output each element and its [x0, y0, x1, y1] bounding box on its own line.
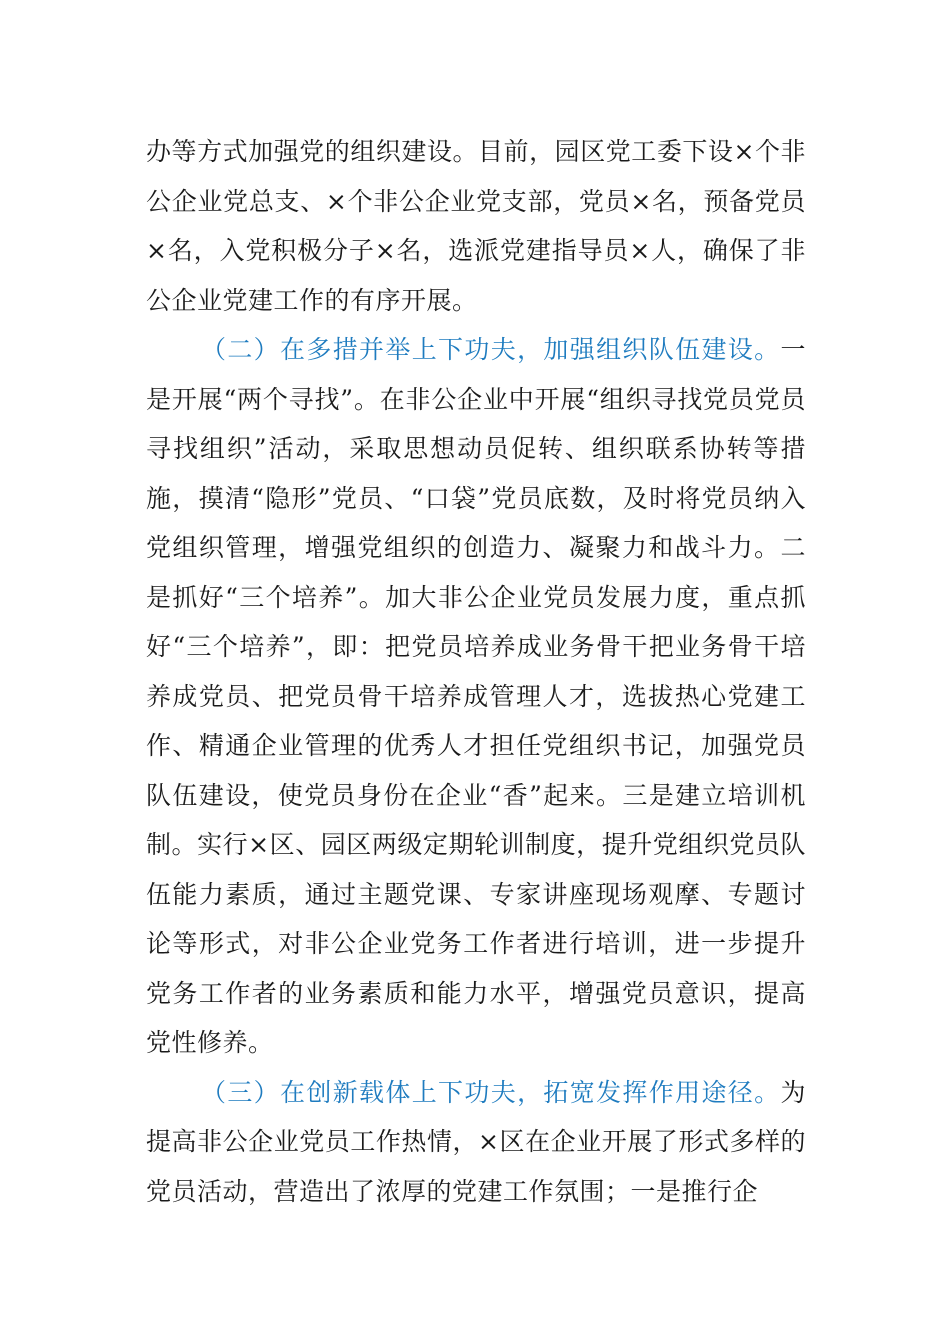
paragraph-section-two — [146, 325, 806, 1068]
paragraph-text: 办等方式加强党的组织建设。目前，园区党工委下设×个非公企业党总支、×个非公企业党支部，党员×名，预备党员×名，入党积极分子×名，选派党建指导员×人，确保了非公企业党建工作的有序开展。 — [146, 137, 806, 315]
paragraph-section-three — [146, 1068, 806, 1217]
paragraph-text: 为提高非公企业党员工作热情，×区在企业开展了形式多样的党员活动，营造出了浓厚的党建工作氛围；一是推行企 — [146, 1077, 806, 1206]
paragraph-text: 一是开展“两个寻找”。在非公企业中开展“组织寻找党员党员寻找组织”活动，采取思想动员促转、组织联系协转等措施，摸清“隐形”党员、“口袋”党员底数，及时将党员纳入党组织管理，增强党组织的创造力、凝聚力和战斗力。二是抓好“三个培养”。加大非公企业党员发展力度，重点抓好“三个培养”，即：把党员培养成业务骨干把业务骨干培养成党员、把党员骨干培养成管理人才，选拔热心党建工作、精通企业管理的优秀人才担任党组织书记，加强党员队伍建设，使党员身份在企业“香”起来。三是建立培训机制。实行×区、园区两级定期轮训制度，提升党组织党员队伍能力素质，通过主题党课、专家讲座现场观摩、专题讨论等形式，对非公企业党务工作者进行培训，进一步提升党务工作者的业务素质和能力水平，增强党员意识，提高党性修养。 — [146, 335, 806, 1057]
section-heading: （三）在创新载体上下功夫，拓宽发挥作用途径。 — [201, 1077, 781, 1107]
document-body — [146, 127, 806, 1216]
paragraph-continuation — [146, 127, 806, 325]
section-heading: （二）在多措并举上下功夫，加强组织队伍建设。 — [201, 335, 781, 364]
